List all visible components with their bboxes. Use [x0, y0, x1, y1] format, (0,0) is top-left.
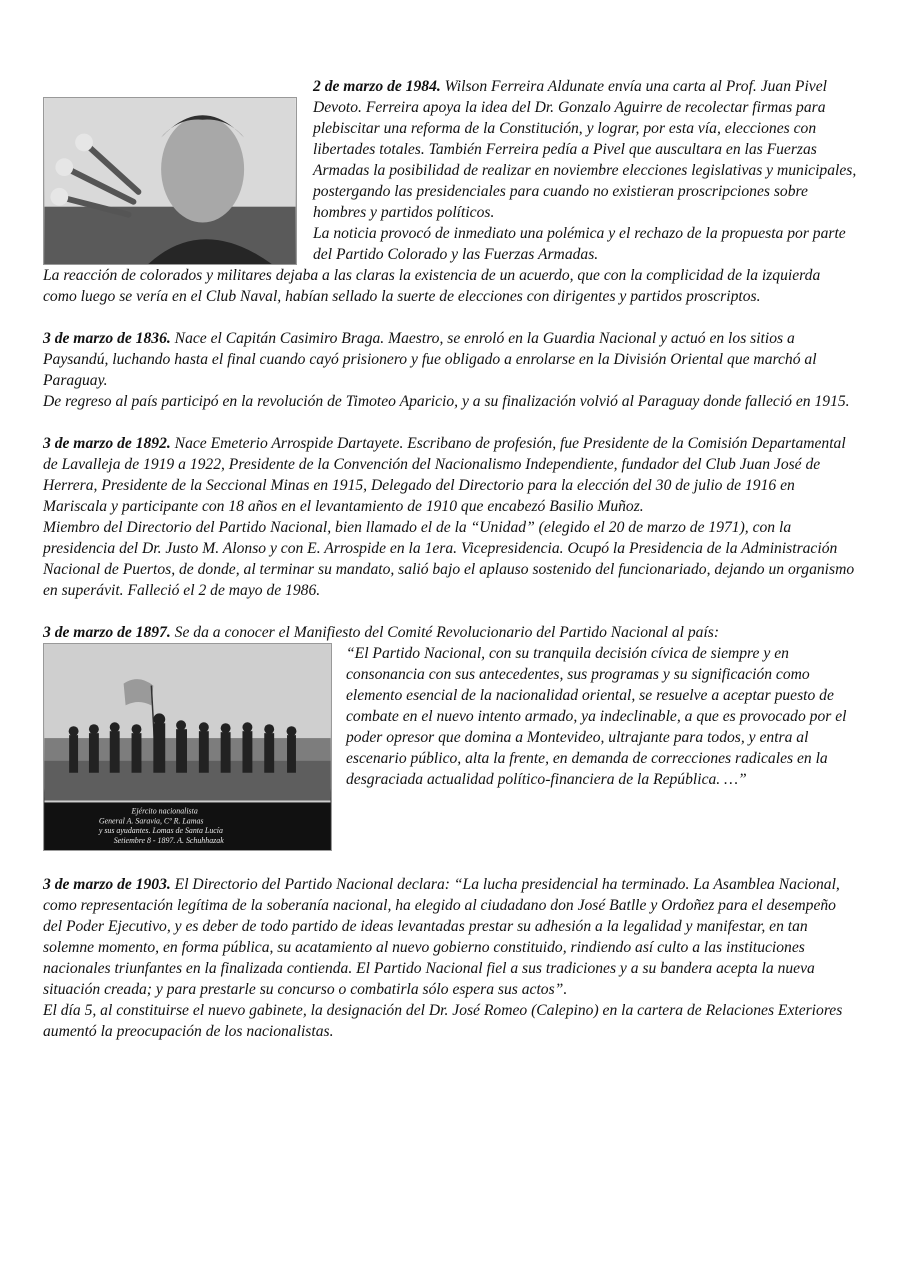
- entry-1892: [43, 433, 857, 601]
- photo-caption-line: Setiembre 8 - 1897. A. Schuhhazak: [113, 836, 224, 846]
- entry-text: Se da a conocer el Manifiesto del Comité Revolucionario del Partido Nacional al país:: [170, 624, 720, 641]
- entry-date: 3 de marzo de 1836.: [43, 330, 171, 347]
- entry-paragraph: [43, 328, 857, 391]
- document-page: [43, 76, 857, 1042]
- entry-date: 2 de marzo de 1984.: [313, 78, 441, 95]
- entry-text: El Directorio del Partido Nacional declara: “La lucha presidencial ha terminado. La Asamblea Nacional, como representación legítima de la soberanía nacional, ha elegido al ciudadano don José Batlle y Ordoñez para el desempeño del Poder Ejecutivo, y es deber de todo partido de ideas levantadas prestar su adhesión a la legalidad y manifestar, en tan solemne momento, en forma pública, su acatamiento al nuevo gobierno constituido, rindiendo así culto a las instituciones nacionales triunfantes en la finalizada contienda. El Partido Nacional fiel a sus tradiciones y a su bandera acepta la nueva situación creada; y para prestarle su concurso o combatirla sólo espera sus actos”.: [43, 876, 840, 998]
- photo-caption-line: Ejército nacionalista: [131, 806, 198, 816]
- entry-paragraph: [43, 874, 857, 1000]
- group-photo-illustration: [44, 644, 331, 850]
- entry-1836: [43, 328, 857, 412]
- entry-paragraph: La reacción de colorados y militares dejaba a las claras la existencia de un acuerdo, que con la complicidad de la izquierda como luego se vería en el Club Naval, habían sellado la suerte de elecciones con dirigentes y partidos proscriptos.: [43, 267, 821, 305]
- historical-photo: [43, 643, 332, 851]
- entry-paragraph: De regreso al país participó en la revolución de Timoteo Aparicio, y a su finalización volvió al Paraguay donde falleció en 1915.: [43, 393, 850, 410]
- entry-text: Nace Emeterio Arrospide Dartayete. Escribano de profesión, fue Presidente de la Comisión Departamental de Lavalleja de 1919 a 1922, Presidente de la Convención del Nacionalismo Independiente, fundador del Club Juan José de Herrera, Presidente de la Seccional Minas en 1915, Delegado del Directorio para la elección del 30 de julio de 1916 en Mariscala y participante con 18 años en el levantamiento de 1910 que encabezó Basilio Muñoz.: [43, 435, 846, 515]
- entry-date: 3 de marzo de 1903.: [43, 876, 171, 893]
- entry-quote: “El Partido Nacional, con su tranquila decisión cívica de siempre y en consonancia con sus antecedentes, sus programas y su significación como elemento esencial de la nacionalidad oriental, se resuelve a aceptar puesto de combate en el nuevo intento armado, ya indeclinable, a que es provocado por el poder opresor que domina a Montevideo, ultrajante para todos, y entra al escenario público, alta la frente, en demanda de correcciones radicales en la desgraciada actualidad político-financiera de la República. …”: [346, 645, 847, 788]
- entry-date: 3 de marzo de 1897.: [43, 624, 171, 641]
- entry-paragraph: [43, 433, 857, 517]
- entry-1984: [43, 76, 857, 307]
- entry-paragraph: El día 5, al constituirse el nuevo gabinete, la designación del Dr. José Romeo (Calepino) en la cartera de Relaciones Exteriores aumentó la preocupación de los nacionalistas.: [43, 1002, 843, 1040]
- entry-paragraph: Miembro del Directorio del Partido Nacional, bien llamado el de la “Unidad” (elegido el 20 de marzo de 1971), con la presidencia del Dr. Justo M. Alonso y con E. Arrospide en la 1era. Vicepresidencia. Ocupó la Presidencia de la Administración Nacional de Puertos, de donde, al terminar su mandato, salió bajo el aplauso sostenido del funcionariado, dejando un organismo en superávit. Falleció el 2 de mayo de 1986.: [43, 519, 855, 599]
- entry-date: 3 de marzo de 1892.: [43, 435, 171, 452]
- photo-caption-line: General A. Saravia, Cº R. Lamas: [98, 816, 204, 826]
- entry-text: Wilson Ferreira Aldunate envía una carta al Prof. Juan Pivel Devoto. Ferreira apoya la idea del Dr. Gonzalo Aguirre de recolectar firmas para plebiscitar una reforma de la Constitución, y lograr, por esta vía, elecciones con libertades totales. También Ferreira pedía a Pivel que auscultara en las Fuerzas Armadas la posibilidad de realizar en noviembre elecciones legislativas y municipales, postergando las presidenciales para cuando no existieran proscripciones sobre hombres y partidos políticos.: [313, 78, 857, 221]
- portrait-photo: [43, 97, 297, 265]
- entry-paragraph: La noticia provocó de inmediato una polémica y el rechazo de la propuesta por parte del Partido Colorado y las Fuerzas Armadas.: [313, 225, 846, 263]
- entry-paragraph: [43, 622, 857, 643]
- entry-1897: [43, 622, 857, 853]
- photo-caption-line: y sus ayudantes. Lomas de Santa Lucía: [98, 826, 223, 836]
- entry-text: Nace el Capitán Casimiro Braga. Maestro, se enroló en la Guardia Nacional y actuó en los sitios a Paysandú, luchando hasta el final cuando cayó prisionero y fue obligado a enrolarse en la División Oriental que marchó al Paraguay.: [43, 330, 817, 389]
- entry-1903: [43, 874, 857, 1042]
- portrait-illustration: [44, 98, 296, 264]
- flag-shape: [124, 679, 154, 705]
